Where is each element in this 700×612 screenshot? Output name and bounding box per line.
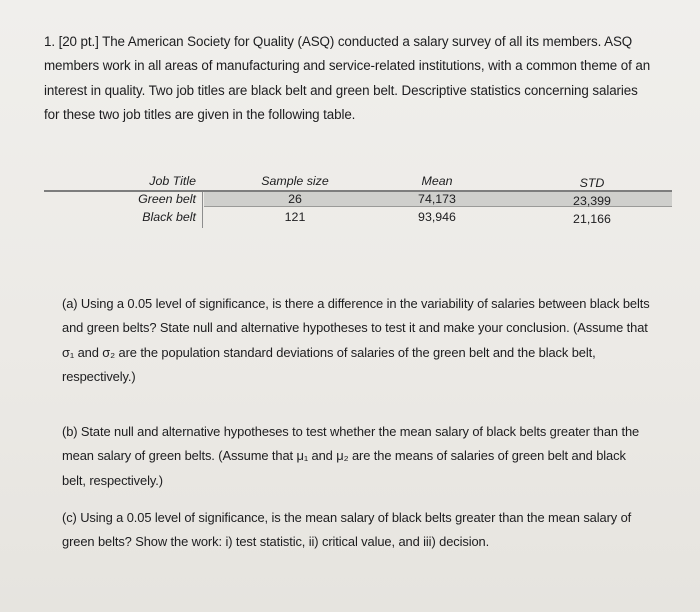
column-divider	[202, 192, 203, 228]
header-job-title: Job Title	[149, 174, 196, 188]
text-line: (a) Using a 0.05 level of significance, is there a difference in the variability of salaries between black belts	[62, 296, 650, 311]
question-b	[62, 420, 672, 493]
text-line: interest in quality. Two job titles are black belt and green belt. Descriptive statistics concerning salaries	[44, 82, 638, 98]
text-line: 1. [20 pt.] The American Society for Quality (ASQ) conducted a salary survey of all its members. ASQ	[44, 34, 633, 49]
problem-statement	[44, 30, 680, 128]
text-line: mean salary of green belts. (Assume that μ₁ and μ₂ are the means of salaries of green belt and black	[62, 448, 626, 464]
row-black-belt-title: Black belt	[142, 210, 196, 224]
text-line: green belts? Show the work: i) test statistic, ii) critical value, and iii) decision.	[62, 534, 490, 550]
text-line: respectively.)	[62, 369, 136, 385]
header-std: STD	[579, 176, 605, 190]
question-a	[62, 292, 672, 390]
header-sample-size: Sample size	[261, 174, 329, 188]
text-line: for these two job titles are given in the following table.	[44, 107, 356, 123]
header-mean: Mean	[421, 174, 453, 188]
text-line: and green belts? State null and alternative hypotheses to test it and make your conclusion. (Assume that	[62, 320, 648, 336]
row-black-belt-sample-size: 121	[284, 210, 306, 224]
text-line: belt, respectively.)	[62, 472, 163, 488]
row-green-belt-sample-size: 26	[288, 192, 302, 206]
question-c	[62, 506, 672, 555]
text-line: (c) Using a 0.05 level of significance, is the mean salary of black belts greater than the mean salary of	[62, 510, 632, 525]
text-line: σ₁ and σ₂ are the population standard deviations of salaries of the green belt and the black belt,	[62, 344, 596, 360]
row-green-belt-title: Green belt	[138, 192, 196, 206]
row-black-belt-mean: 93,946	[418, 210, 456, 224]
descriptive-statistics-table	[44, 174, 672, 230]
row-black-belt-std: 21,166	[573, 212, 611, 226]
row-green-belt-mean: 74,173	[418, 192, 456, 206]
text-line: (b) State null and alternative hypotheses to test whether the mean salary of black belts greater than the	[62, 424, 640, 439]
row-green-belt-std: 23,399	[573, 194, 611, 208]
text-line: members work in all areas of manufacturing and service-related institutions, with a common theme of an	[44, 58, 651, 74]
